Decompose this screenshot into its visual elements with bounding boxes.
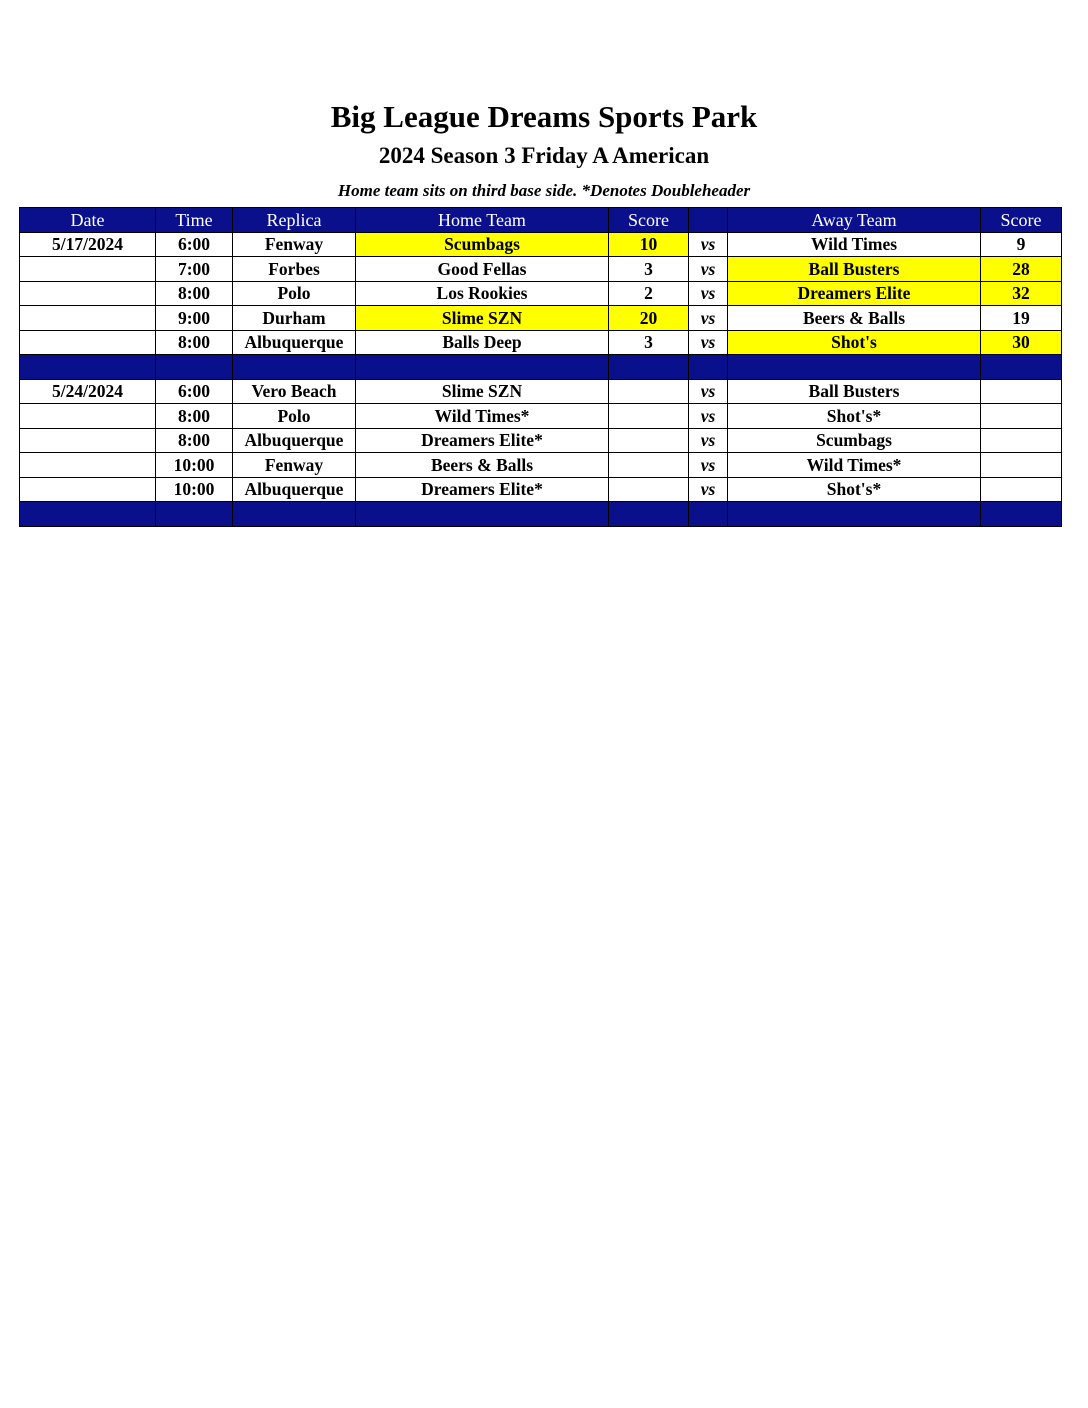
header-replica: Replica	[233, 208, 356, 233]
vs-cell: vs	[689, 281, 728, 306]
away-score-cell	[981, 428, 1062, 453]
table-row	[20, 428, 1062, 453]
time-cell: 8:00	[156, 428, 233, 453]
time-cell: 10:00	[156, 477, 233, 502]
schedule-table	[19, 207, 1062, 527]
date-cell	[20, 477, 156, 502]
away-score-cell	[981, 404, 1062, 429]
away-team-cell: Wild Times	[728, 232, 981, 257]
away-team-cell: Shot's*	[728, 404, 981, 429]
away-team-cell: Scumbags	[728, 428, 981, 453]
header-row	[20, 208, 1062, 233]
home-team-cell: Good Fellas	[356, 257, 609, 282]
away-score-cell: 30	[981, 330, 1062, 355]
away-team-cell: Wild Times*	[728, 453, 981, 478]
page-subtitle: 2024 Season 3 Friday A American	[378, 143, 710, 168]
header-vs	[689, 208, 728, 233]
table-row	[20, 281, 1062, 306]
replica-cell: Fenway	[233, 232, 356, 257]
away-score-cell	[981, 477, 1062, 502]
vs-cell: vs	[689, 404, 728, 429]
header-away-score: Score	[981, 208, 1062, 233]
home-score-cell	[609, 379, 689, 404]
away-team-cell: Beers & Balls	[728, 306, 981, 331]
home-score-cell	[609, 404, 689, 429]
header-time: Time	[156, 208, 233, 233]
replica-cell: Polo	[233, 281, 356, 306]
time-cell: 6:00	[156, 232, 233, 257]
date-cell	[20, 428, 156, 453]
date-cell	[20, 281, 156, 306]
away-team-cell: Ball Busters	[728, 257, 981, 282]
table-row	[20, 232, 1062, 257]
week-separator-row	[20, 355, 1062, 380]
home-team-cell: Slime SZN	[356, 306, 609, 331]
replica-cell: Polo	[233, 404, 356, 429]
away-score-cell: 28	[981, 257, 1062, 282]
table-row	[20, 330, 1062, 355]
home-team-cell: Dreamers Elite*	[356, 477, 609, 502]
table-row	[20, 404, 1062, 429]
date-cell: 5/24/2024	[20, 379, 156, 404]
time-cell: 8:00	[156, 281, 233, 306]
date-cell	[20, 257, 156, 282]
away-score-cell	[981, 453, 1062, 478]
vs-cell: vs	[689, 257, 728, 282]
date-cell	[20, 453, 156, 478]
replica-cell: Albuquerque	[233, 428, 356, 453]
away-score-cell: 32	[981, 281, 1062, 306]
home-score-cell	[609, 428, 689, 453]
away-team-cell: Dreamers Elite	[728, 281, 981, 306]
home-team-cell: Scumbags	[356, 232, 609, 257]
home-team-cell: Dreamers Elite*	[356, 428, 609, 453]
vs-cell: vs	[689, 477, 728, 502]
header-home-score: Score	[609, 208, 689, 233]
time-cell: 10:00	[156, 453, 233, 478]
replica-cell: Durham	[233, 306, 356, 331]
vs-cell: vs	[689, 306, 728, 331]
time-cell: 7:00	[156, 257, 233, 282]
home-team-cell: Beers & Balls	[356, 453, 609, 478]
home-score-cell	[609, 477, 689, 502]
replica-cell: Albuquerque	[233, 477, 356, 502]
home-team-cell: Balls Deep	[356, 330, 609, 355]
doubleheader-note: Home team sits on third base side. *Denotes Doubleheader	[337, 181, 751, 200]
home-score-cell: 2	[609, 281, 689, 306]
header-date: Date	[20, 208, 156, 233]
vs-cell: vs	[689, 453, 728, 478]
date-cell	[20, 306, 156, 331]
time-cell: 6:00	[156, 379, 233, 404]
vs-cell: vs	[689, 379, 728, 404]
date-cell	[20, 404, 156, 429]
away-score-cell	[981, 379, 1062, 404]
header-home-team: Home Team	[356, 208, 609, 233]
replica-cell: Forbes	[233, 257, 356, 282]
table-row	[20, 379, 1062, 404]
replica-cell: Vero Beach	[233, 379, 356, 404]
time-cell: 8:00	[156, 330, 233, 355]
home-score-cell	[609, 453, 689, 478]
replica-cell: Fenway	[233, 453, 356, 478]
page-title: Big League Dreams Sports Park	[330, 99, 758, 134]
date-cell	[20, 330, 156, 355]
away-team-cell: Ball Busters	[728, 379, 981, 404]
table-row	[20, 257, 1062, 282]
away-team-cell: Shot's*	[728, 477, 981, 502]
date-cell: 5/17/2024	[20, 232, 156, 257]
home-score-cell: 3	[609, 257, 689, 282]
table-row	[20, 453, 1062, 478]
week-separator-row	[20, 502, 1062, 527]
vs-cell: vs	[689, 428, 728, 453]
away-score-cell: 19	[981, 306, 1062, 331]
home-team-cell: Slime SZN	[356, 379, 609, 404]
time-cell: 8:00	[156, 404, 233, 429]
home-score-cell: 10	[609, 232, 689, 257]
away-score-cell: 9	[981, 232, 1062, 257]
home-team-cell: Los Rookies	[356, 281, 609, 306]
table-row	[20, 477, 1062, 502]
home-score-cell: 3	[609, 330, 689, 355]
vs-cell: vs	[689, 232, 728, 257]
header-away-team: Away Team	[728, 208, 981, 233]
replica-cell: Albuquerque	[233, 330, 356, 355]
home-score-cell: 20	[609, 306, 689, 331]
table-row	[20, 306, 1062, 331]
away-team-cell: Shot's	[728, 330, 981, 355]
time-cell: 9:00	[156, 306, 233, 331]
home-team-cell: Wild Times*	[356, 404, 609, 429]
vs-cell: vs	[689, 330, 728, 355]
